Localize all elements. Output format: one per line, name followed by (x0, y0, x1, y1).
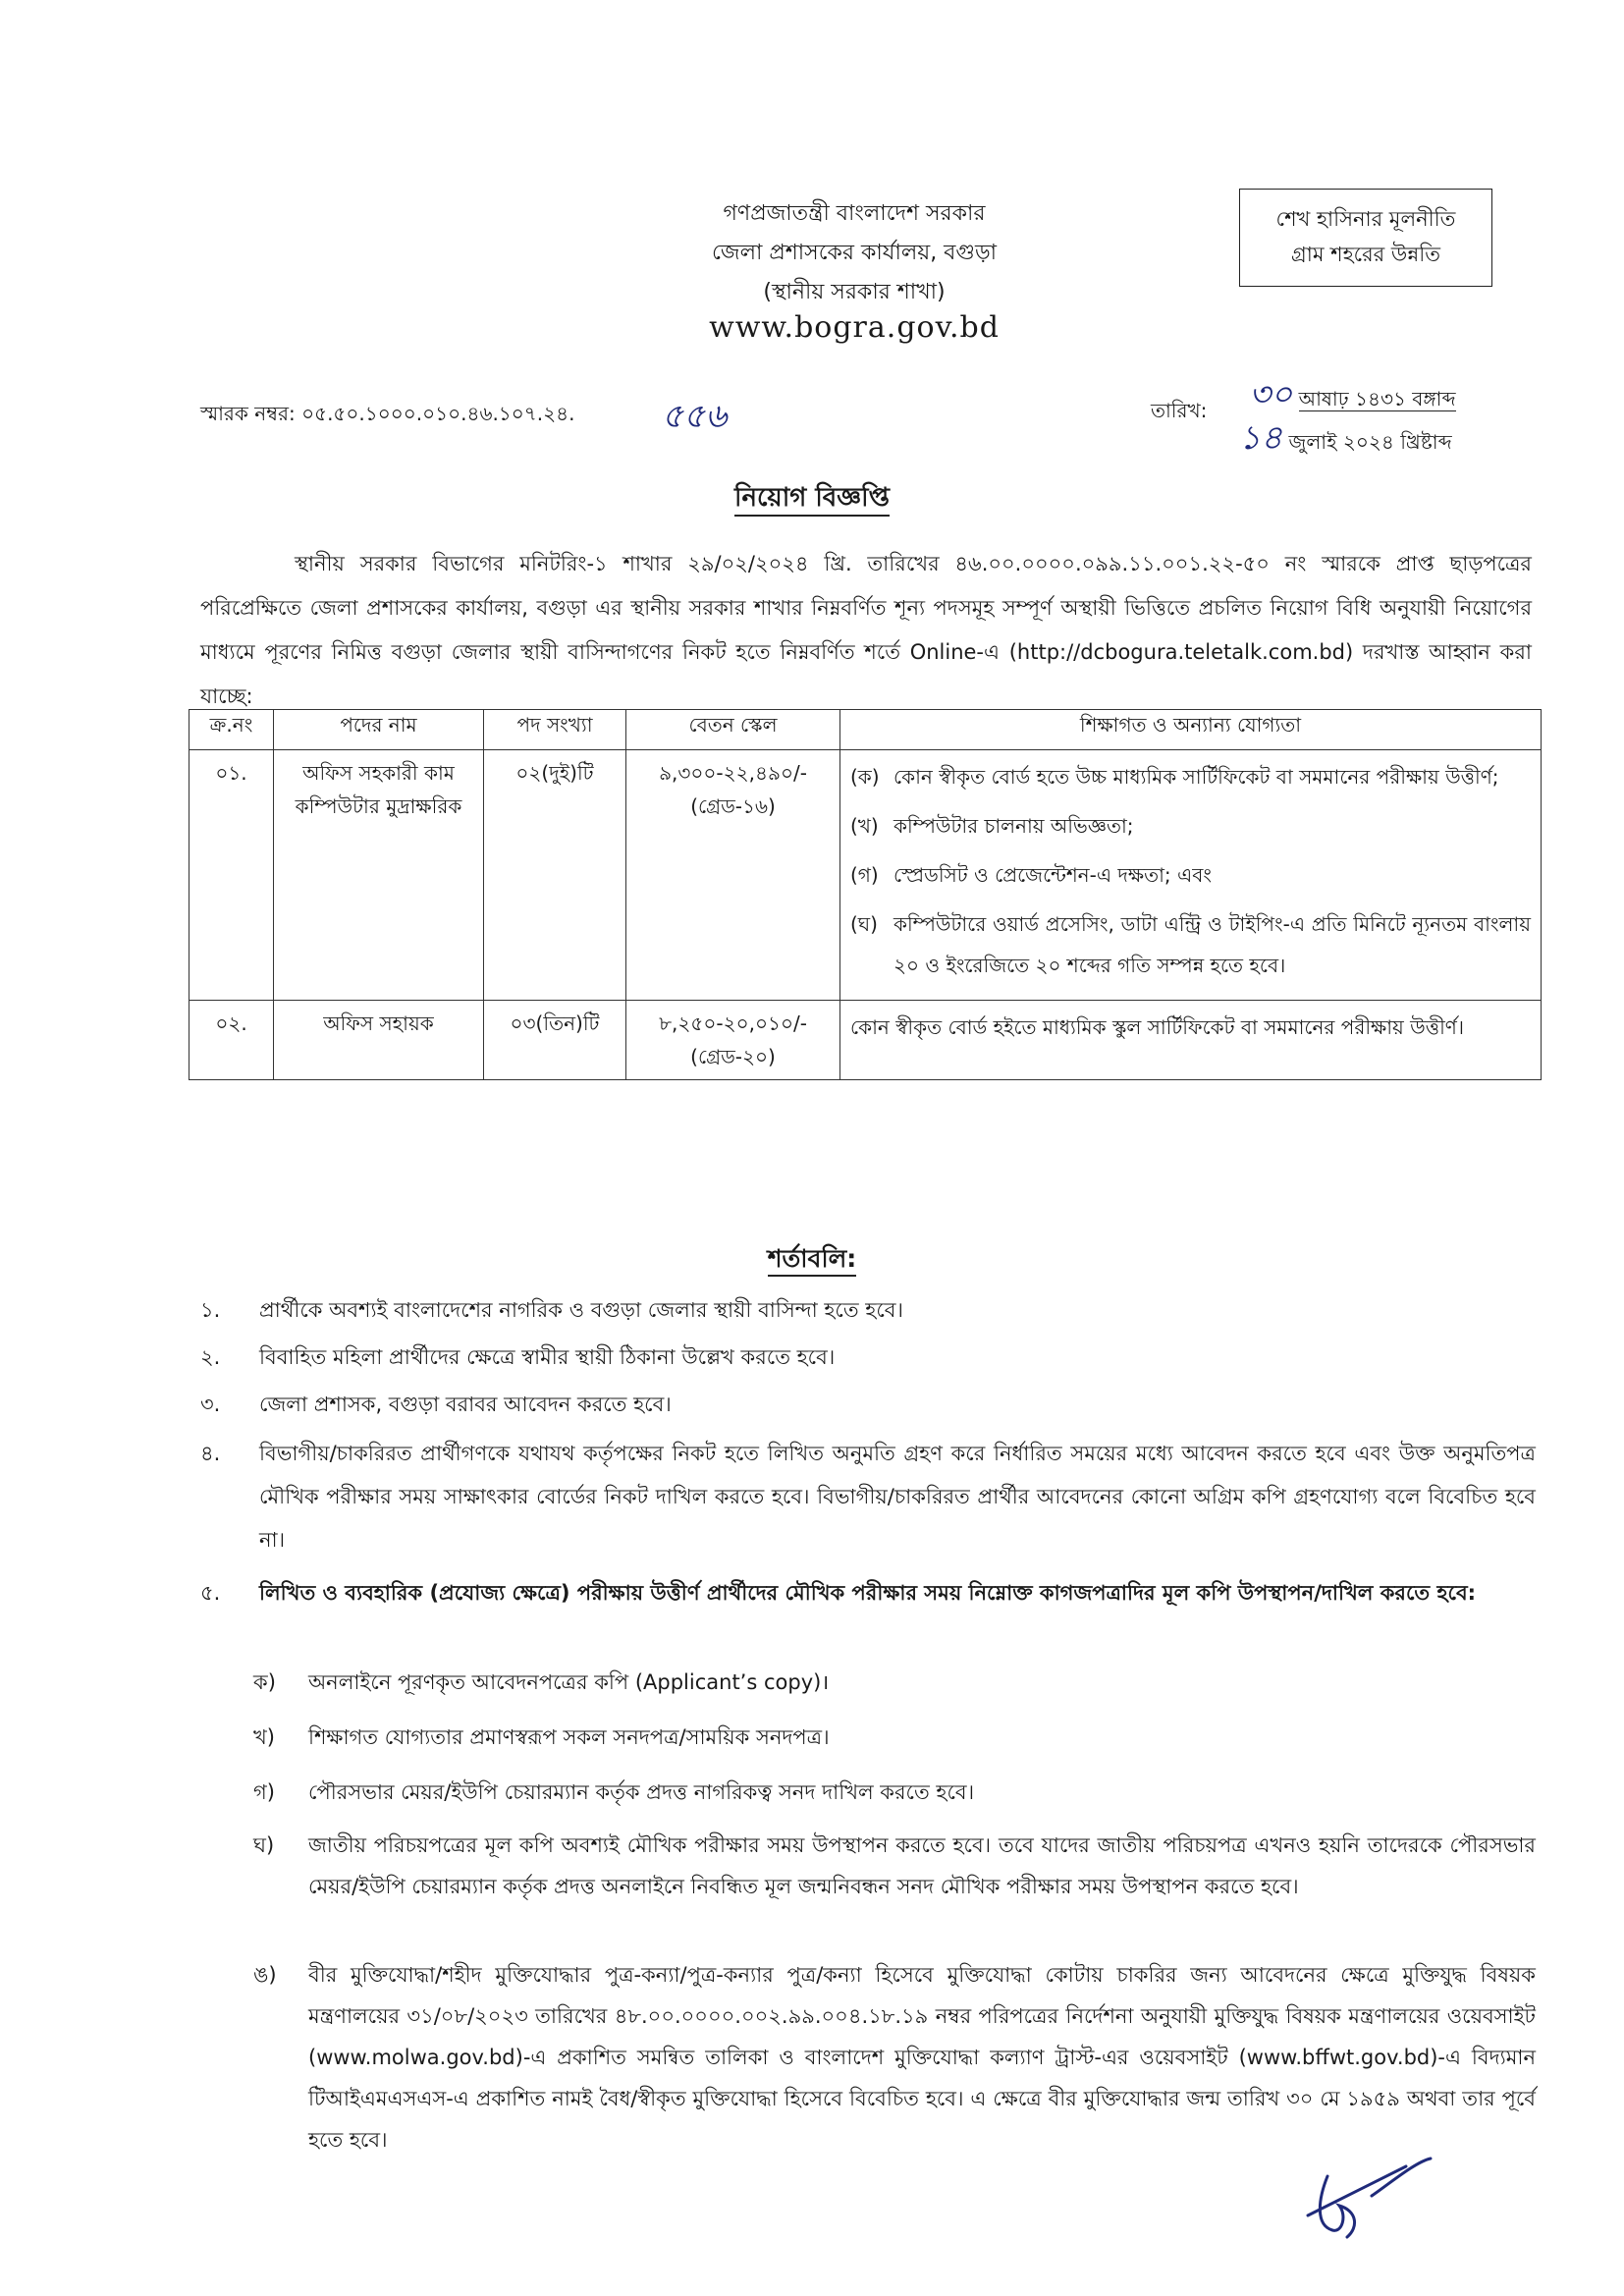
condition-item: ১. প্রার্থীকে অবশ্যই বাংলাদেশের নাগরিক ও বগুড়া জেলার স্থায়ী বাসিন্দা হতে হবে। (200, 1298, 903, 1322)
memo-handwritten-number: ৫৫৬ (662, 397, 728, 436)
motto-box (1239, 189, 1492, 287)
qualification-item: (গ) স্প্রেডসিট ও প্রেজেন্টেশন-এ দক্ষতা; এবং (850, 863, 1212, 887)
row1-qualification (840, 750, 1542, 1001)
row1-serial: ০১. (189, 750, 274, 1001)
col-pay-scale: বেতন স্কেল (626, 710, 840, 750)
row1-scale: ৯,৩০০-২২,৪৯০/- (গ্রেড-১৬) (626, 750, 840, 1001)
row1-count: ০২(দুই)টি (484, 750, 626, 1001)
sub-condition-item: ঙ) বীর মুক্তিযোদ্ধা/শহীদ মুক্তিযোদ্ধার পুত্র-কন্যা/পুত্র-কন্যার পুত্র/কন্যা হিসেবে মুক্তিযোদ্ধা কোটায় চাকরির জন্য আবেদনের ক্ষেত্রে মুক্তিযুদ্ধ বিষয়ক মন্ত্রণালয়ের ৩১/০৮/২০২৩ তারিখের ৪৮.০০.০০০০.০০২.৯৯.০০৪.১৮.১৯ নম্বর পরিপত্রের নির্দেশনা অনুযায়ী মুক্তিযুদ্ধ বিষয়ক মন্ত্রণালয়ের ওয়েবসাইট (www.molwa.gov.bd)-এ প্রকাশিত সমন্বিত তালিকা ও বাংলাদেশ মুক্তিযোদ্ধা কল্যাণ ট্রাস্ট-এর ওয়েবসাইট (www.bffwt.gov.bd)-এ বিদ্যমান টিআইএমএসএস-এ প্রকাশিত নামই বৈধ/স্বীকৃত মুক্তিযোদ্ধা হিসেবে বিবেচিত হবে। এ ক্ষেত্রে বীর মুক্তিযোদ্ধার জন্ম তারিখ ৩০ মে ১৯৫৯ অথবা তার পূর্বে হতে হবে। (253, 1963, 1536, 2152)
condition-item: ৫. লিখিত ও ব্যবহারিক (প্রযোজ্য ক্ষেত্রে) পরীক্ষায় উত্তীর্ণ প্রার্থীদের মৌখিক পরীক্ষার সময় নিম্নোক্ত কাগজপত্রাদির মূল কপি উপস্থাপন/দাখিল করতে হবে: (200, 1581, 1477, 1605)
table-row (189, 1001, 1542, 1080)
motto-line1: শেখ হাসিনার মূলনীতি (1275, 207, 1456, 231)
header-website: www.bogra.gov.bd (709, 310, 1000, 345)
header-branch: (স্থানীয় সরকার শাখা) (763, 280, 946, 304)
col-qualification: শিক্ষাগত ও অন্যান্য যোগ্যতা (840, 710, 1542, 750)
sub-condition-item: খ) শিক্ষাগত যোগ্যতার প্রমাণস্বরূপ সকল সনদপত্র/সাময়িক সনদপত্র। (253, 1725, 830, 1749)
intro-paragraph: স্থানীয় সরকার বিভাগের মনিটরিং-১ শাখার ২৯/০২/২০২৪ খ্রি. তারিখের ৪৬.০০.০০০০.০৯৯.১১.০০১.২২-৫০ নং স্মারকে প্রাপ্ত ছাড়পত্রের পরিপ্রেক্ষিতে জেলা প্রশাসকের কার্যালয়, বগুড়া এর স্থানীয় সরকার শাখার নিম্নবর্ণিত শূন্য পদসমূহ সম্পূর্ণ অস্থায়ী ভিত্তিতে প্রচলিত নিয়োগ বিধি অনুযায়ী নিয়োগের মাধ্যমে পূরণের নিমিত্ত বগুড়া জেলার স্থায়ী বাসিন্দাগণের নিকট হতে নিম্নবর্ণিত শর্তে Online-এ (http://dcbogura.teletalk.com.bd) দরখাস্ত আহ্বান করা যাচ্ছে: (200, 552, 1532, 708)
date-hand-day1: ৩০ (1249, 375, 1293, 414)
row1-post: অফিস সহকারী কাম কম্পিউটার মুদ্রাক্ষরিক (274, 750, 484, 1001)
row2-qualification: কোন স্বীকৃত বোর্ড হইতে মাধ্যমিক স্কুল সার্টিফিকেট বা সমমানের পরীক্ষায় উত্তীর্ণ। (840, 1001, 1542, 1080)
date-hand-day2: ১৪ (1239, 418, 1283, 458)
sub-condition-item: ক) অনলাইনে পূরণকৃত আবেদনপত্রের কপি (Applicant’s copy)। (253, 1670, 830, 1694)
condition-item: ৩. জেলা প্রশাসক, বগুড়া বরাবর আবেদন করতে হবে। (200, 1393, 672, 1416)
row2-post: অফিস সহায়ক (274, 1001, 484, 1080)
row2-serial: ০২. (189, 1001, 274, 1080)
qualification-item: (ক) কোন স্বীকৃত বোর্ড হতে উচ্চ মাধ্যমিক সার্টিফিকেট বা সমমানের পরীক্ষায় উত্তীর্ণ; (850, 765, 1499, 789)
qualification-item: (খ) কম্পিউটার চালনায় অভিজ্ঞতা; (850, 814, 1134, 838)
row2-scale: ৮,২৫০-২০,০১০/- (গ্রেড-২০) (626, 1001, 840, 1080)
qualification-item: (ঘ) কম্পিউটারে ওয়ার্ড প্রসেসিং, ডাটা এন্ট্রি ও টাইপিং-এ প্রতি মিনিটে ন্যূনতম বাংলায় ২০ ও ইংরেজিতে ২০ শব্দের গতি সম্পন্ন হতে হবে। (850, 912, 1531, 977)
sub-condition-item: গ) পৌরসভার মেয়র/ইউপি চেয়ারম্যান কর্তৃক প্রদত্ত নাগরিকত্ব সনদ দাখিল করতে হবে। (253, 1780, 975, 1804)
date-gregorian (1239, 412, 1452, 468)
condition-item: ২. বিবাহিত মহিলা প্রার্থীদের ক্ষেত্রে স্বামীর স্থায়ী ঠিকানা উল্লেখ করতে হবে। (200, 1345, 836, 1369)
posts-table (189, 709, 1542, 1080)
motto-line2: গ্রাম শহরের উন্নতি (1291, 243, 1440, 266)
col-post-name: পদের নাম (274, 710, 484, 750)
date-gregorian-text: জুলাই ২০২৪ খ্রিষ্টাব্দ (1288, 430, 1452, 454)
date-label: তারিখ: (1151, 399, 1208, 422)
sub-condition-item: ঘ) জাতীয় পরিচয়পত্রের মূল কপি অবশ্যই মৌখিক পরীক্ষার সময় উপস্থাপন করতে হবে। তবে যাদের জাতীয় পরিচয়পত্র এখনও হয়নি তাদেরকে পৌরসভার মেয়র/ইউপি চেয়ারম্যান কর্তৃক প্রদত্ত অনলাইনে নিবন্ধিত মূল জন্মনিবন্ধন সনদ মৌখিক পরীক্ষার সময় উপস্থাপন করতে হবে। (253, 1833, 1536, 1898)
table-header-row (189, 710, 1542, 750)
date-bangla-text: আষাঢ় ১৪৩১ বঙ্গাব্দ (1298, 387, 1456, 410)
row2-count: ০৩(তিন)টি (484, 1001, 626, 1080)
memo-number: স্মারক নম্বর: ০৫.৫০.১০০০.০১০.৪৬.১০৭.২৪. (200, 402, 575, 425)
condition-item: ৪. বিভাগীয়/চাকরিরত প্রার্থীগণকে যথাযথ কর্তৃপক্ষের নিকট হতে লিখিত অনুমতি গ্রহণ করে নির্ধারিত সময়ের মধ্যে আবেদন করতে হবে এবং উক্ত অনুমতিপত্র মৌখিক পরীক্ষার সময় সাক্ষাৎকার বোর্ডের নিকট দাখিল করতে হবে। বিভাগীয়/চাকরিরত প্রার্থীর আবেদনের কোনো অগ্রিম কপি গ্রহণযোগ্য বলে বিবেচিত হবে না। (200, 1442, 1536, 1552)
col-serial: ক্র.নং (189, 710, 274, 750)
conditions-title: শর্তাবলি: (0, 1239, 1624, 1282)
header-govt: গণপ্রজাতন্ত্রী বাংলাদেশ সরকার (723, 201, 986, 226)
signature-mark (1288, 2157, 1435, 2249)
col-post-count: পদ সংখ্যা (484, 710, 626, 750)
notice-title: নিয়োগ বিজ্ঞপ্তি (0, 477, 1624, 520)
header-office: জেলা প্রশাসকের কার্যালয়, বগুড়া (711, 241, 998, 265)
table-row (189, 750, 1542, 1001)
